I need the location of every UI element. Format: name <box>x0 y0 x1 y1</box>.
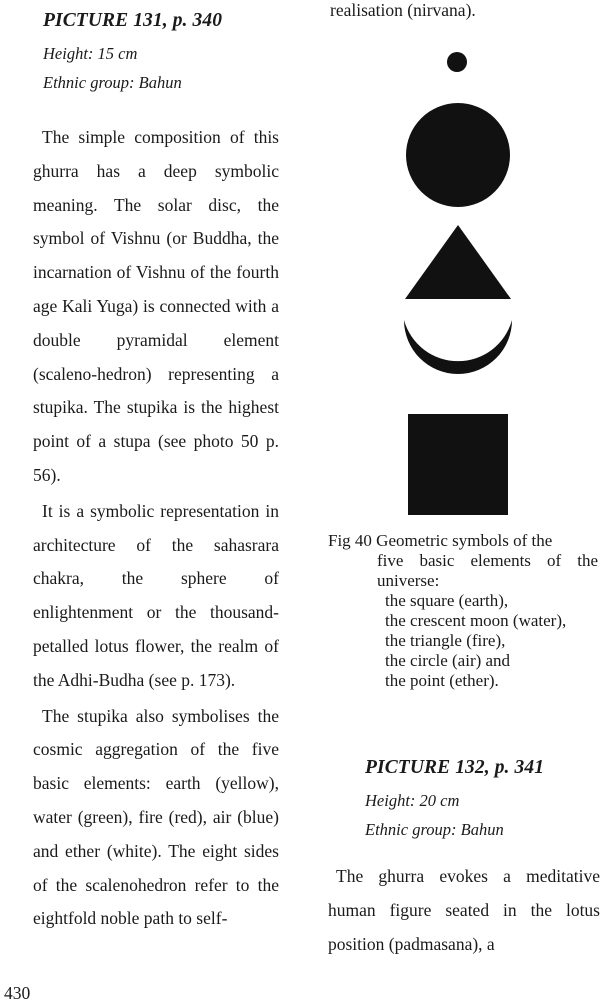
triangle-symbol-icon <box>405 225 511 299</box>
square-symbol-icon <box>408 414 508 515</box>
body-paragraph-3: The stupika also symbolises the cosmic aggregation of the five basic elements: earth (yellow), water (green), fire (red), air (blue) and ether (white). The eight sides of the scalenohedron refer to the eightfold noble path to self- <box>33 705 279 929</box>
picture-132-paragraph: The ghurra evokes a meditative human figure seated in the lotus position (padmasana), a <box>328 866 600 954</box>
body-paragraph-1: The simple composition of this ghurra has a deep symbolic meaning. The solar disc, the symbol of Vishnu (or Buddha, the incarnation of Vishnu of the fourth age Kali Yuga) is connected with a double pyramidal element (scaleno-hedron) representing a stupika. The stupika is the highest point of a stupa (see photo 50 p. 56). <box>33 127 279 485</box>
picture-132-heading: PICTURE 132, p. 341 <box>365 757 545 778</box>
picture-132-section <box>328 755 600 961</box>
caption-continuation: five basic elements of the universe: <box>377 551 598 590</box>
page-number: 430 <box>4 983 31 1003</box>
picture-132-height: Height: 20 cm <box>365 791 460 810</box>
caption-item: the triangle (fire), <box>385 631 506 650</box>
point-symbol-icon <box>447 52 467 72</box>
body-paragraph-2: It is a symbolic representation in architecture of the sahasrara chakra, the sphere of enlightenment or the thousand-petalled lotus flower, the realm of the Adhi-Budha (see p. 173). <box>33 500 279 690</box>
caption-item: the square (earth), <box>385 591 509 610</box>
circle-symbol-icon <box>406 103 510 207</box>
caption-first-line: Fig 40 Geometric symbols of the <box>328 531 553 550</box>
figure-caption <box>328 531 598 691</box>
picture-132-ethnic-group: Ethnic group: Bahun <box>365 820 504 839</box>
left-column <box>33 8 279 936</box>
geometric-symbols-figure <box>400 48 544 522</box>
caption-item: the point (ether). <box>385 671 499 690</box>
picture-131-ethnic-group: Ethnic group: Bahun <box>43 73 182 92</box>
picture-131-heading: PICTURE 131, p. 340 <box>43 10 223 31</box>
picture-131-height: Height: 15 cm <box>43 44 138 63</box>
caption-item: the circle (air) and <box>385 651 511 670</box>
crescent-symbol-icon <box>404 320 512 374</box>
continuation-text: realisation (nirvana). <box>330 0 476 20</box>
caption-item: the crescent moon (water), <box>385 611 567 630</box>
